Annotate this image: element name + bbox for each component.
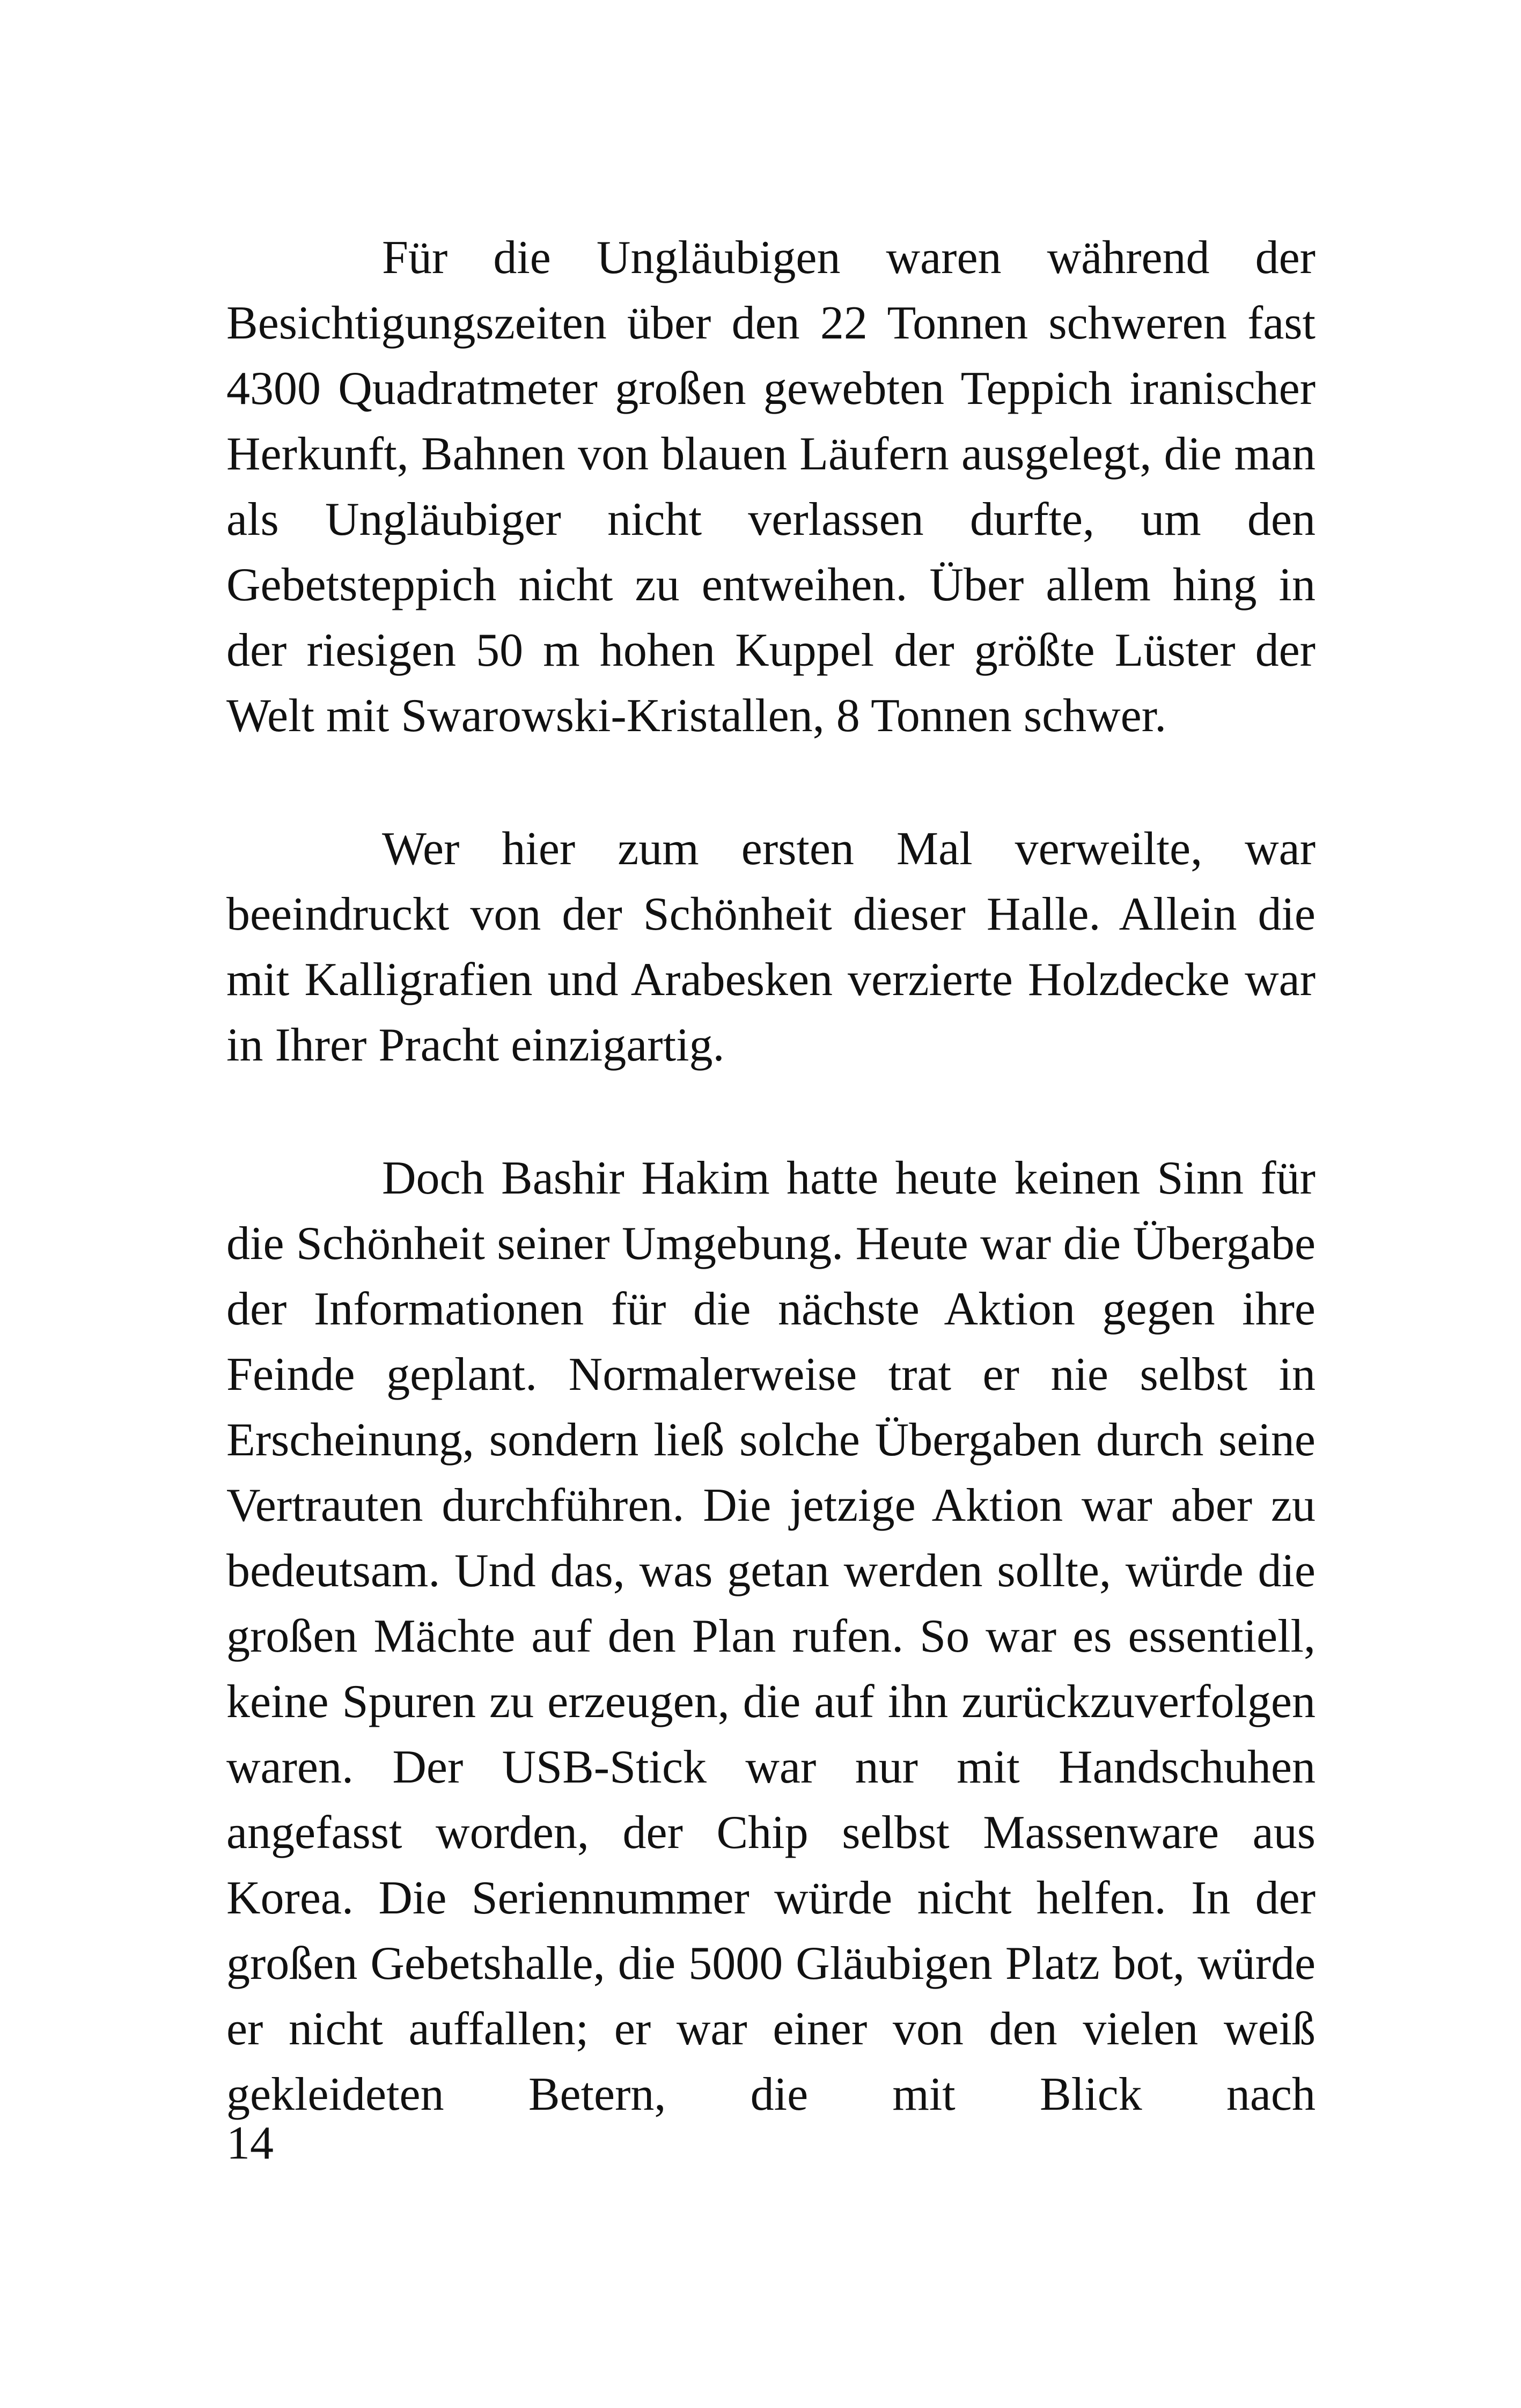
page-number: 14 <box>226 2117 274 2169</box>
paragraph-3: Doch Bashir Hakim hatte heute keinen Sinn für die Schönheit seiner Umgebung. Heute war die Übergabe der Informationen für die nächste Aktion gegen ihre Feinde geplant. Normalerweise trat er nie selbst in Erscheinung, sondern ließ solche Übergaben durch seine Vertrauten durchführen. Die jetzige Aktion war aber zu bedeutsam. Und das, was getan werden sollte, würde die großen Mächte auf den Plan rufen. So war es essentiell, keine Spuren zu erzeugen, die auf ihn zurückzuverfolgen waren. Der USB-Stick war nur mit Handschuhen angefasst worden, der Chip selbst Massenware aus Korea. Die Seriennummer würde nicht helfen. In der großen Gebetshalle, die 5000 Gläubigen Platz bot, würde er nicht auffallen; er war einer von den vielen weiß gekleideten Betern, die mit Blick nach <box>226 1152 1316 2120</box>
paragraph-1: Für die Ungläubigen waren während der Besichtigungszeiten über den 22 Tonnen schweren fast 4300 Quadratmeter großen gewebten Teppich iranischer Herkunft, Bahnen von blauen Läufern ausgelegt, die man als Ungläubiger nicht verlassen durfte, um den Gebetsteppich nicht zu entweihen. Über allem hing in der riesigen 50 m hohen Kuppel der größte Lüster der Welt mit Swarowski-Kristallen, 8 Tonnen schwer. <box>226 232 1316 742</box>
body-text <box>226 225 1316 2127</box>
paragraph-2: Wer hier zum ersten Mal verweilte, war beeindruckt von der Schönheit dieser Halle. Allein die mit Kalligrafien und Arabesken verzierte Holzdecke war in Ihrer Pracht einzigartig. <box>226 823 1316 1071</box>
